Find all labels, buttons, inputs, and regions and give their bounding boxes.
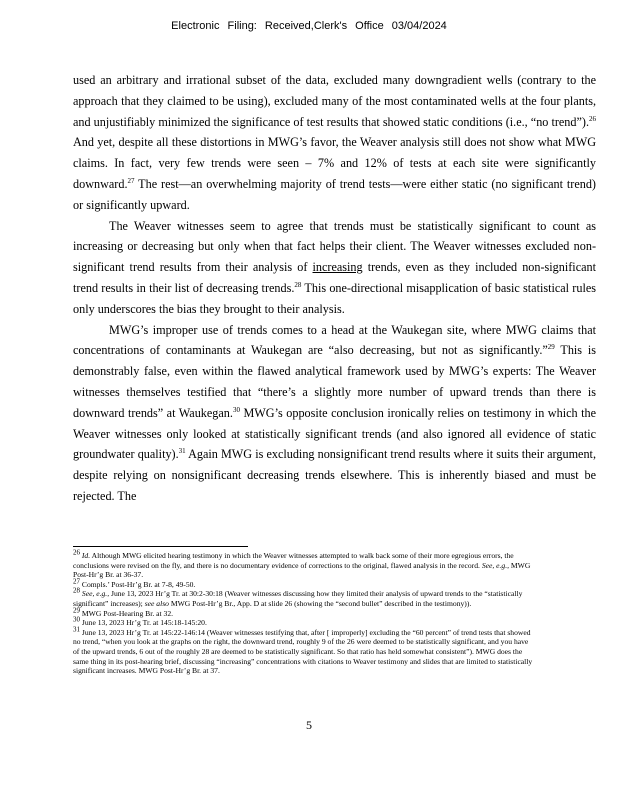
footnote-text: Although MWG elicited hearing testimony in which the Weaver witnesses attempted to walk back some of their more egregious errors, the conclusions were revised on the fly, and there is no documentary evidence of corrections to the original, flawed analysis in the record. xyxy=(73,551,514,570)
footnote-29 xyxy=(73,606,533,619)
p2-text-a: The Weaver witnesses seem to agree that trends must be statistically significant to count as increasing or decreasing but only when that fact helps their client. The Weaver witnesses excluded non-significant trend results from their analysis of xyxy=(73,218,596,275)
footnote-text: MWG Post-Hr’g Br., App. D at slide 26 (showing the “second bullet” described in the testimony)). xyxy=(168,598,472,608)
footnote-italic: see also xyxy=(144,598,169,608)
footnote-text: Compls.’ Post-Hr’g Br. at 7-8, 49-50. xyxy=(81,579,196,589)
filing-stamp-header: Electronic Filing: Received,Clerk's Office 03/04/2024 xyxy=(171,20,447,32)
footnote-divider xyxy=(73,546,248,547)
footnote-number: 31 xyxy=(73,625,80,634)
footnote-italic: Id. xyxy=(81,551,91,560)
paragraph-1 xyxy=(73,70,596,216)
p3-text-c: MWG’s opposite conclusion ironically relies on testimony in which the Weaver witnesses only looked at statistically significant trends (and also ignored all evidence of static groundwater quality). xyxy=(73,405,596,462)
footnote-ref-28: 28 xyxy=(294,280,302,289)
p1-text-c: The rest—an overwhelming majority of trend tests—were either static (no significant trend) or significantly upward. xyxy=(73,176,596,212)
footnote-ref-29: 29 xyxy=(547,343,555,352)
footnote-number: 27 xyxy=(73,577,80,586)
footnote-30 xyxy=(73,615,533,628)
footnote-26 xyxy=(73,548,533,580)
footnotes xyxy=(73,548,533,676)
footnote-ref-30: 30 xyxy=(232,405,240,414)
footnote-text: June 13, 2023 Hr’g Tr. at 145:18-145:20. xyxy=(81,618,207,628)
paragraph-2 xyxy=(73,216,596,320)
p3-text-b: This is demonstrably false, even within the flawed analytical framework used by MWG’s experts: The Weaver witnesses themselves testified that “there’s a slightly more number of upward trends than there is downward trends” at Waukegan. xyxy=(73,343,596,420)
footnote-italic: See, e.g., xyxy=(81,589,110,599)
footnote-number: 28 xyxy=(73,586,80,595)
footnote-text: MWG Post-Hr’g Br. at 36-37. xyxy=(73,560,531,580)
footnote-31 xyxy=(73,625,533,676)
footnote-number: 26 xyxy=(73,548,80,557)
p3-text-d: Again MWG is excluding nonsignificant trend results where it suits their argument, despite relying on nonsignificant decreasing trends elsewhere. This is inherently biased and must be rejected. The xyxy=(73,447,596,503)
footnote-27 xyxy=(73,577,533,590)
paragraph-3 xyxy=(73,320,596,507)
p2-text-c: This one-directional misapplication of basic statistical rules only underscores the bias they brought to their analysis. xyxy=(73,280,596,316)
p3-text-a: MWG’s improper use of trends comes to a head at the Waukegan site, where MWG claims that concentrations of contaminants at Waukegan are “also decreasing, but not as significantly.” xyxy=(73,322,596,358)
footnote-number: 30 xyxy=(73,615,80,624)
p2-text-b: trends, even as they included non-significant trend results in their list of decreasing trends. xyxy=(73,260,596,295)
footnote-ref-31: 31 xyxy=(178,447,186,456)
footnote-ref-26: 26 xyxy=(589,114,596,123)
footnote-text: June 13, 2023 Hr’g Tr. at 30:2-30:18 (Weaver witnesses discussing how they limited their analysis of upward trends to the “statistically significant” increases); xyxy=(73,589,523,608)
body-text xyxy=(73,70,596,507)
p2-underlined-word: increasing xyxy=(312,260,363,275)
footnote-text: MWG Post-Hearing Br. at 32. xyxy=(81,608,174,618)
p1-text-b: And yet, despite all these distortions in MWG’s favor, the Weaver analysis still does not show what MWG claims. In fact, very few trends were seen – 7% and 12% of tests at each site were significantly downward. xyxy=(73,135,596,191)
footnote-ref-27: 27 xyxy=(127,176,135,185)
footnote-text: June 13, 2023 Hr’g Tr. at 145:22-146:14 (Weaver witnesses testifying that, after [ improperly] excluding the “60 percent” of trend tests that showed no trend, “when you look at the graphs on the right, the downward trend, roughly 9 of the 26 were deemed to be statistically significant, and you have of the upward trends, 6 out of the roughly 28 are deemed to be statistically significant. So that ratio has held somewhat consistent”). MWG does the same thing in its post-hearing brief, discussing “increasing” concentrations with citations to Weaver testimony and slides that are limited to statistically significant increases. MWG Post-Hr’g Br. at 37. xyxy=(73,627,533,676)
footnote-italic: See, e.g., xyxy=(481,560,510,570)
page-number: 5 xyxy=(306,718,312,732)
p1-text-a: used an arbitrary and irrational subset of the data, excluded many downgradient wells (contrary to the approach that they claimed to be using), excluded many of the most contaminated wells at the four plants, and unjustifiably minimized the significance of test results that showed static conditions (i.e., “no trend”). xyxy=(73,73,596,129)
footnote-number: 29 xyxy=(73,606,80,615)
footnote-28 xyxy=(73,586,533,608)
